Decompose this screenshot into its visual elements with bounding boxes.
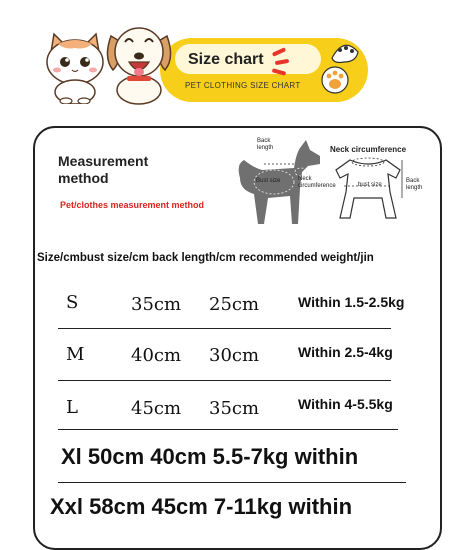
row-divider bbox=[58, 482, 406, 483]
back-length-cell: 25cm bbox=[209, 294, 260, 315]
back-length-label-line: length bbox=[257, 145, 274, 151]
size-cell: M bbox=[66, 344, 85, 365]
size-row-xl: Xl 50cm 40cm 5.5-7kg within bbox=[61, 444, 359, 469]
bust-size-label: Bust size bbox=[256, 178, 281, 184]
weight-cell: Within 4-5.5kg bbox=[298, 396, 393, 412]
paw-print-icon bbox=[326, 36, 362, 66]
bust-cell: 35cm bbox=[131, 294, 182, 315]
neck-label-line: Neck bbox=[298, 176, 312, 182]
back-length-label-line: length bbox=[406, 185, 423, 191]
back-length-label-line: Back bbox=[257, 138, 271, 144]
row-divider bbox=[58, 328, 391, 329]
row-divider bbox=[58, 380, 391, 381]
size-cell: L bbox=[66, 397, 78, 418]
neck-label-line: circumference bbox=[298, 183, 336, 189]
weight-cell: Within 1.5-2.5kg bbox=[298, 294, 405, 310]
row-divider bbox=[58, 429, 398, 430]
back-length-label bbox=[257, 138, 273, 152]
neck-circumference-title: Neck circumference bbox=[330, 145, 407, 154]
bust-cell: 45cm bbox=[131, 398, 182, 419]
bust-size-label-2: bust size bbox=[358, 182, 382, 188]
back-length-cell: 35cm bbox=[209, 398, 260, 419]
banner-subtitle: PET CLOTHING SIZE CHART bbox=[185, 81, 301, 90]
banner-title: Size chart bbox=[188, 51, 264, 68]
back-length-label-2 bbox=[406, 178, 422, 192]
size-row-xxl: Xxl 58cm 45cm 7-11kg within bbox=[50, 494, 353, 519]
bust-cell: 40cm bbox=[131, 345, 182, 366]
paw-print-icon bbox=[320, 64, 350, 96]
measurement-title-line: Measurement bbox=[58, 153, 149, 169]
cartoon-cat-icon bbox=[40, 28, 110, 104]
measurement-title-line: method bbox=[58, 170, 109, 186]
back-length-cell: 30cm bbox=[209, 345, 260, 366]
measurement-title bbox=[58, 153, 148, 187]
size-cell: S bbox=[66, 292, 79, 313]
back-length-label-line: Back bbox=[406, 178, 420, 184]
weight-cell: Within 2.5-4kg bbox=[298, 344, 393, 360]
table-header: Size/cmbust size/cm back length/cm recommended weight/jin bbox=[37, 252, 374, 264]
cartoon-dog-icon bbox=[103, 22, 175, 106]
measurement-subtitle: Pet/clothes measurement method bbox=[60, 200, 205, 210]
